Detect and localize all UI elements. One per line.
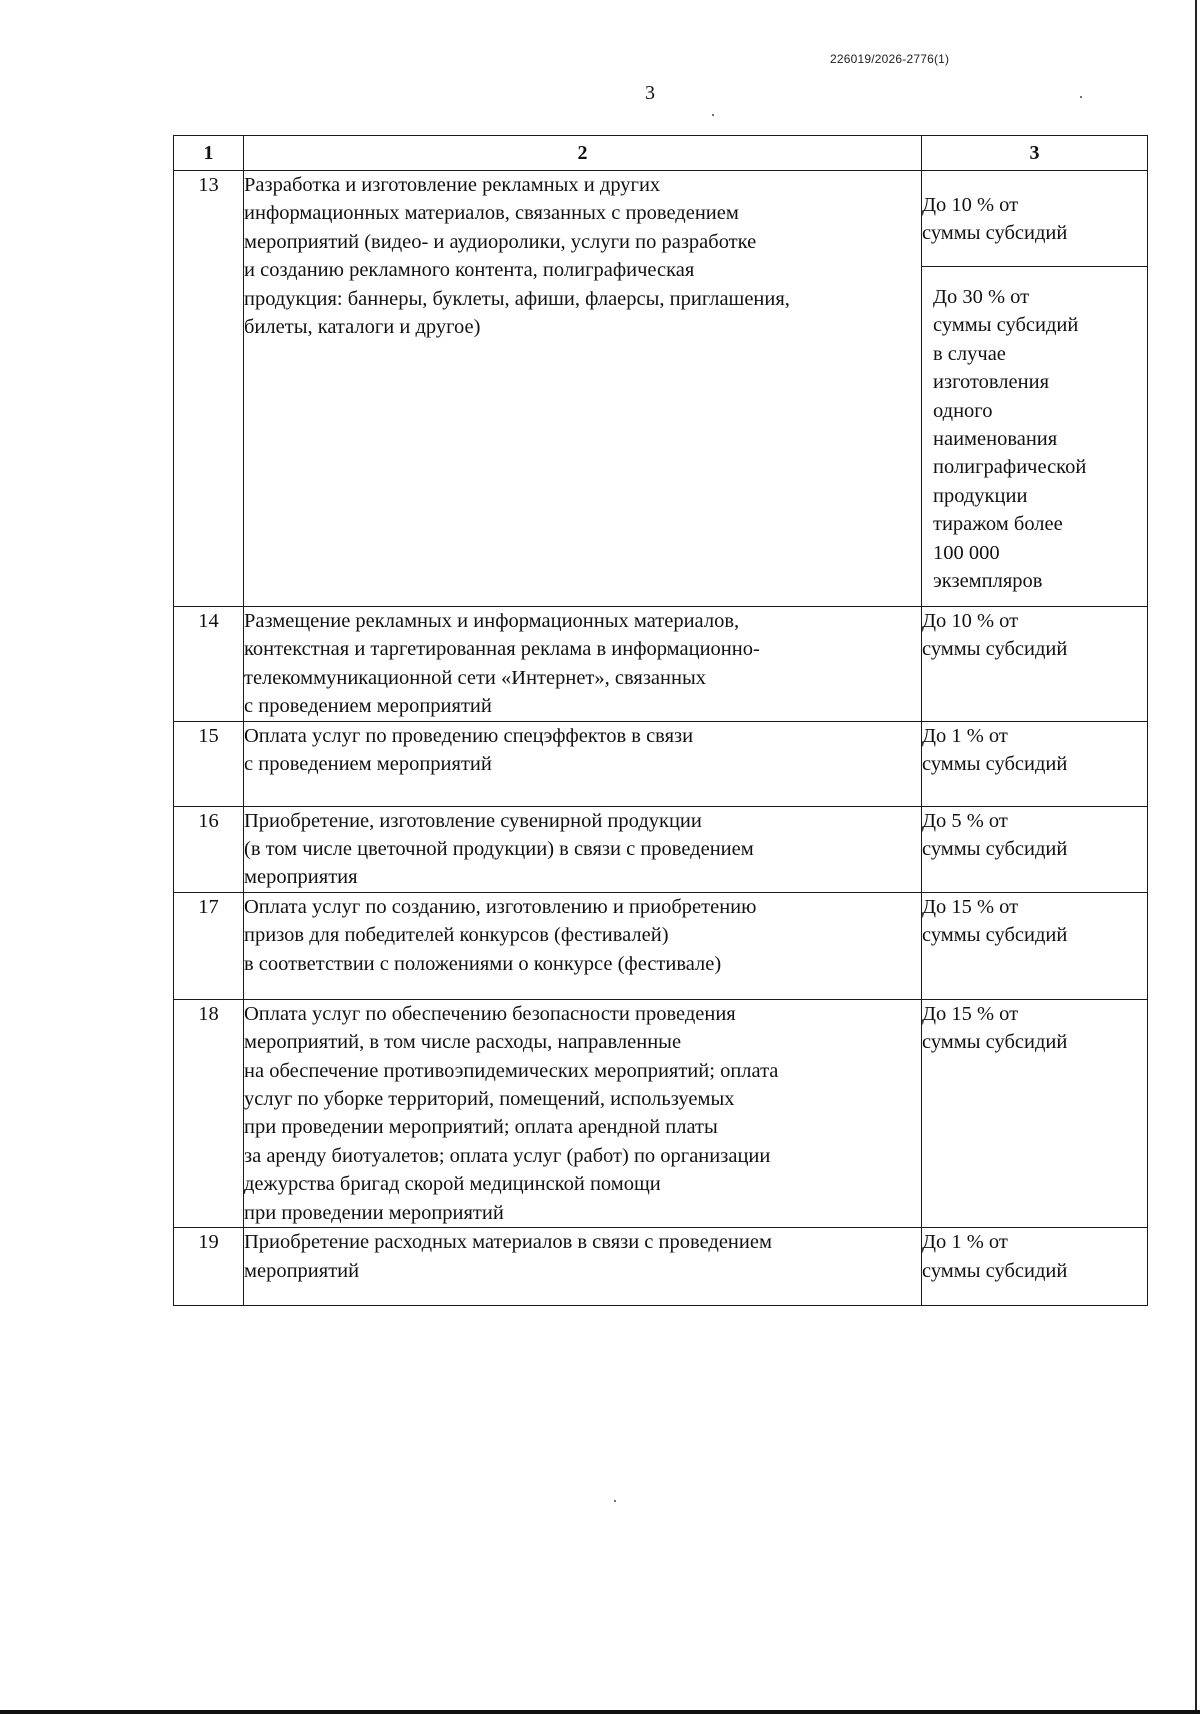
row-description: Оплата услуг по созданию, изготовлению и приобретению призов для победителей конкурсов (фестивалей) в соответствии с положениями о конкурсе (фестивале)	[244, 892, 922, 999]
subsidy-table	[173, 135, 1148, 1306]
row-description: Приобретение расходных материалов в связи с проведением мероприятий	[244, 1228, 922, 1306]
column-header-3: 3	[922, 136, 1148, 171]
table-header-row	[174, 136, 1148, 171]
table-row	[174, 171, 1148, 267]
scan-speck	[712, 114, 714, 116]
page-number: 3	[645, 82, 655, 104]
row-description: Размещение рекламных и информационных материалов, контекстная и таргетированная реклама в информационно- телекоммуникационной сети «Интернет», связанных с проведением мероприятий	[244, 607, 922, 722]
table-row	[174, 1228, 1148, 1306]
row-number: 18	[174, 999, 244, 1227]
row-number: 15	[174, 721, 244, 806]
table-row	[174, 721, 1148, 806]
row-description: Оплата услуг по обеспечению безопасности проведения мероприятий, в том числе расходы, направленные на обеспечение противоэпидемических мероприятий; оплата услуг по уборке территорий, помещений, используемых при проведении мероприятий; оплата арендной платы за аренду биотуалетов; оплата услуг (работ) по организации дежурства бригад скорой медицинской помощи при проведении мероприятий	[244, 999, 922, 1227]
column-header-1: 1	[174, 136, 244, 171]
row-description: Приобретение, изготовление сувенирной продукции (в том числе цветочной продукции) в связи с проведением мероприятия	[244, 806, 922, 892]
table-row	[174, 607, 1148, 722]
row-limit-condition: До 30 % от суммы субсидий в случае изготовления одного наименования полиграфической продукции тиражом более 100 000 экземпляров	[922, 267, 1148, 607]
row-number: 14	[174, 607, 244, 722]
row-limit: До 10 % от суммы субсидий	[922, 171, 1148, 267]
document-code: 226019/2026-2776(1)	[830, 52, 950, 66]
scan-speck	[1080, 96, 1082, 98]
row-limit: До 5 % от суммы субсидий	[922, 806, 1148, 892]
table-row	[174, 806, 1148, 892]
row-description: Разработка и изготовление рекламных и других информационных материалов, связанных с проведением мероприятий (видео- и аудиоролики, услуги по разработке и созданию рекламного контента, полиграфическая продукция: баннеры, буклеты, афиши, флаерсы, приглашения, билеты, каталоги и другое)	[244, 171, 922, 607]
table-row	[174, 999, 1148, 1227]
row-limit: До 1 % от суммы субсидий	[922, 721, 1148, 806]
row-number: 13	[174, 171, 244, 607]
row-number: 17	[174, 892, 244, 999]
row-description: Оплата услуг по проведению спецэффектов в связи с проведением мероприятий	[244, 721, 922, 806]
column-header-2: 2	[244, 136, 922, 171]
scan-edge-bottom	[0, 1710, 1200, 1714]
row-number: 19	[174, 1228, 244, 1306]
row-limit: До 15 % от суммы субсидий	[922, 999, 1148, 1227]
scan-edge-right	[1195, 0, 1197, 1714]
row-limit: До 10 % от суммы субсидий	[922, 607, 1148, 722]
scan-speck	[614, 1500, 616, 1502]
row-limit: До 1 % от суммы субсидий	[922, 1228, 1148, 1306]
row-number: 16	[174, 806, 244, 892]
table-row	[174, 892, 1148, 999]
row-limit: До 15 % от суммы субсидий	[922, 892, 1148, 999]
